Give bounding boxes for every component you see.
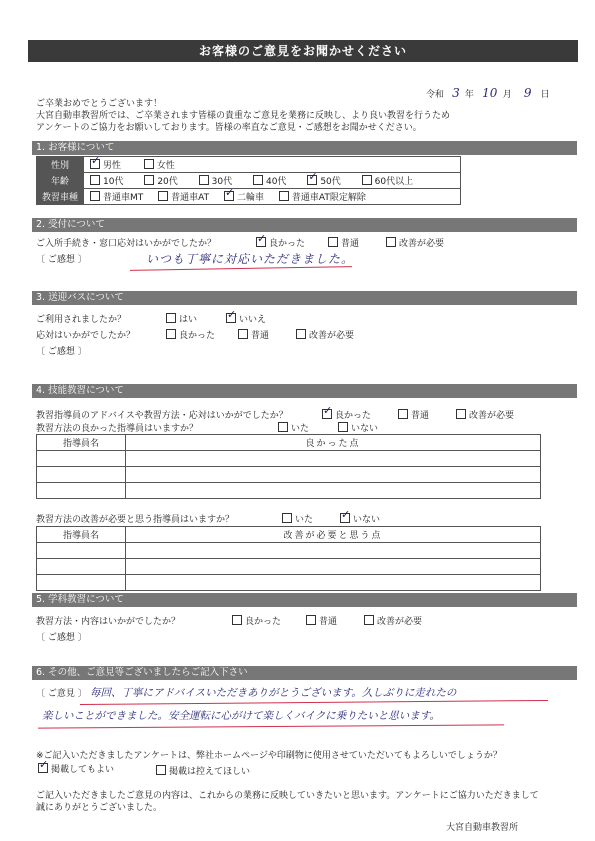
consent-question: ※ご記入いただきましたアンケートは、弊社ホームページや印刷物に使用させていただいてもよろしいでしょうか？ [36,751,502,761]
column-header: 指導員名 [37,435,126,451]
option-label: 良かった [269,239,306,249]
bus-service-normal [238,328,269,341]
checkbox-10s[interactable] [90,175,100,185]
option-label: 10代 [103,177,124,187]
checkbox-mt[interactable] [90,191,100,201]
date-era: 令和 [426,90,445,100]
option-label: いいえ [239,315,267,325]
bus-service-good [166,328,215,341]
checkbox-bus-no[interactable] [226,313,236,323]
column-header: 指導員名 [37,527,126,543]
option-label: 普通 [411,411,430,421]
improve-point-cell[interactable] [126,559,541,575]
instructor-name-cell[interactable] [37,559,126,575]
option-label: 40代 [265,177,287,187]
customer-attributes-table [36,156,461,205]
option-label: いた [295,515,314,525]
other-comment-line: 楽しいことができました。安全運転に心がけて楽しくバイクに乗りたいと思います。 [42,710,440,722]
checkbox-female[interactable] [144,159,154,169]
table-row [37,559,541,575]
checkbox-consent-yes[interactable] [38,763,48,773]
other-comment-line: 毎回、丁寧にアドバイスいただきありがとうございます。久しぶりに走れたの [90,687,457,699]
option-label: 改善が必要 [469,411,515,421]
option-label: 50代 [320,177,341,187]
section-2-header: 2. 受付について [32,218,577,232]
closing-text [36,790,539,814]
section-5-header: 5. 学科教習について [32,593,577,607]
age-options [84,173,461,189]
column-header: 良かった点 [126,435,541,451]
good-point-cell[interactable] [126,483,541,499]
good-point-cell[interactable] [126,467,541,483]
checkbox-at[interactable] [158,191,168,201]
checkbox-instructor-normal[interactable] [398,409,408,419]
checkbox-reception-improve[interactable] [386,237,396,247]
bus-service-improve [296,328,354,341]
lecture-improve [364,614,422,627]
bus-comment-label: 〔 ご感想 〕 [36,347,87,357]
instructor-question: 教習指導員のアドバイスや教習方法・応対はいかがでしたか？ [36,411,288,421]
reception-option-normal [328,236,359,249]
gender-options [84,157,461,173]
instructor-name-cell[interactable] [37,543,126,559]
reception-question: ご入所手続き・窓口応対はいかがでしたか？ [36,239,217,249]
section-1-header: 1. お客様について [32,141,577,155]
checkbox-lecture-good[interactable] [232,615,242,625]
table-row [37,543,541,559]
option-label: 60代以上 [374,177,414,187]
checkbox-bus-service-good[interactable] [166,329,176,339]
checkbox-consent-no[interactable] [156,765,166,775]
option-label: 良かった [335,411,372,421]
lecture-comment-label: 〔 ご感想 〕 [36,633,87,643]
checkbox-instructor-improve[interactable] [456,409,466,419]
age-label: 年齢 [37,173,84,189]
checkbox-bus-yes[interactable] [166,313,176,323]
checkbox-bus-service-normal[interactable] [238,329,248,339]
underline [80,700,548,705]
option-label: 良かった [245,617,282,627]
other-comment-label: 〔 ご意見 〕 [36,689,87,699]
checkbox-good-instructor-no[interactable] [338,422,348,432]
date-month-unit: 月 [502,90,512,100]
underline [38,724,504,728]
checkbox-at-limit-removal[interactable] [279,191,289,201]
section-6-header: 6. その他、ご意見等ございましたらご記入下さい [32,666,577,680]
instructor-name-cell[interactable] [37,467,126,483]
date-day-unit: 日 [540,90,550,100]
bus-option-no [226,312,266,325]
improve-instructor-no [340,512,380,525]
checkbox-lecture-improve[interactable] [364,615,374,625]
checkbox-40s[interactable] [253,175,263,185]
checkbox-motorcycle[interactable] [224,191,234,201]
option-label: 二輪車 [236,193,264,203]
option-label: 普通 [319,617,338,627]
checkbox-reception-normal[interactable] [328,237,338,247]
reception-comment-label: 〔 ご感想 〕 [36,255,87,265]
checkbox-50s[interactable] [307,175,317,185]
section-3-header: 3. 送迎バスについて [32,291,577,305]
intro-line: アンケートのご協力をお願いしております。皆様の率直なご意見・ご感想をお聞かせください。 [36,123,422,133]
good-instructor-table [36,434,541,499]
instructor-improve [456,408,514,421]
option-label: 普通 [251,331,270,341]
option-label: 改善が必要 [309,331,355,341]
table-row [37,467,541,483]
column-header: 改善が必要と思う点 [126,527,541,543]
good-instructor-yes [278,421,309,434]
improve-point-cell[interactable] [126,575,541,591]
instructor-name-cell[interactable] [37,483,126,499]
checkbox-improve-instructor-no[interactable] [340,513,350,523]
bus-service-question: 応対はいかがでしたか？ [36,331,136,341]
improve-point-cell[interactable] [126,543,541,559]
checkbox-bus-service-improve[interactable] [296,329,306,339]
date-year-unit: 年 [464,90,474,100]
instructor-name-cell[interactable] [37,451,126,467]
option-label: 男性 [103,161,122,171]
checkbox-male[interactable] [90,159,100,169]
lecture-question: 教習方法・内容はいかがでしたか？ [36,617,181,627]
option-label: 改善が必要 [399,239,445,249]
option-label: 20代 [157,177,178,187]
option-label: 普通車AT限定解除 [291,193,366,203]
consent-no [156,764,250,777]
improve-instructor-question: 教習方法の改善が必要と思う指導員はいますか？ [36,515,235,525]
vehicle-type-options [84,189,461,205]
lecture-normal [306,614,337,627]
option-label: いない [351,424,379,434]
improve-instructor-yes [282,512,313,525]
option-label: 普通車AT [171,193,210,203]
closing-line: ご記入いただきましたご意見の内容は、これからの業務に反映していきたいと思います。アンケートにご協力いただきまして [36,791,539,801]
table-row [37,483,541,499]
checkbox-lecture-normal[interactable] [306,615,316,625]
table-row [37,451,541,467]
vehicle-type-label: 教習車種 [37,189,84,205]
table-row [37,575,541,591]
good-instructor-no [338,421,378,434]
bus-option-yes [166,312,197,325]
checkbox-reception-good[interactable] [256,237,266,247]
intro [36,98,450,134]
date-year: 3 [452,86,460,100]
instructor-name-cell[interactable] [37,575,126,591]
gender-label: 性別 [37,157,84,173]
checkbox-instructor-good[interactable] [322,409,332,419]
checkbox-60s-plus[interactable] [362,175,372,185]
option-label: 改善が必要 [377,617,423,627]
instructor-good [322,408,371,421]
option-label: 良かった [179,331,216,341]
intro-line: 大宮自動車教習所では、ご卒業されます皆様の貴重なご意見を業務に反映し、より良い教習を行うため [36,111,451,121]
option-label: はい [179,315,198,325]
option-label: 普通車MT [103,193,144,203]
checkbox-good-instructor-yes[interactable] [278,422,288,432]
reception-comment: いつも丁寧に対応いただきました。 [146,252,355,266]
date-month: 10 [482,86,498,100]
good-point-cell[interactable] [126,451,541,467]
date-day: 9 [523,86,532,100]
improve-instructor-table [36,526,541,591]
option-label: 掲載は控えてほしい [169,767,251,777]
page-title: お客様のご意見をお聞かせください [28,40,578,62]
option-label: いた [291,424,310,434]
instructor-normal [398,408,429,421]
consent-yes [38,762,114,775]
reception-option-good [256,236,305,249]
checkbox-30s[interactable] [199,175,209,185]
closing-line: 誠にありがとうございました。 [36,803,163,813]
lecture-good [232,614,281,627]
good-instructor-question: 教習方法の良かった指導員はいますか？ [36,424,199,434]
bus-used-question: ご利用されましたか？ [36,315,127,325]
option-label: 女性 [156,161,175,171]
checkbox-improve-instructor-yes[interactable] [282,513,292,523]
option-label: 30代 [211,177,233,187]
checkbox-20s[interactable] [144,175,154,185]
footer-organization: 大宮自動車教習所 [446,823,519,833]
section-4-header: 4. 技能教習について [32,384,577,398]
reception-option-improve [386,236,444,249]
intro-line: ご卒業おめでとうございます！ [36,99,163,109]
option-label: 普通 [341,239,360,249]
option-label: いない [353,515,381,525]
option-label: 掲載してもよい [51,765,115,775]
